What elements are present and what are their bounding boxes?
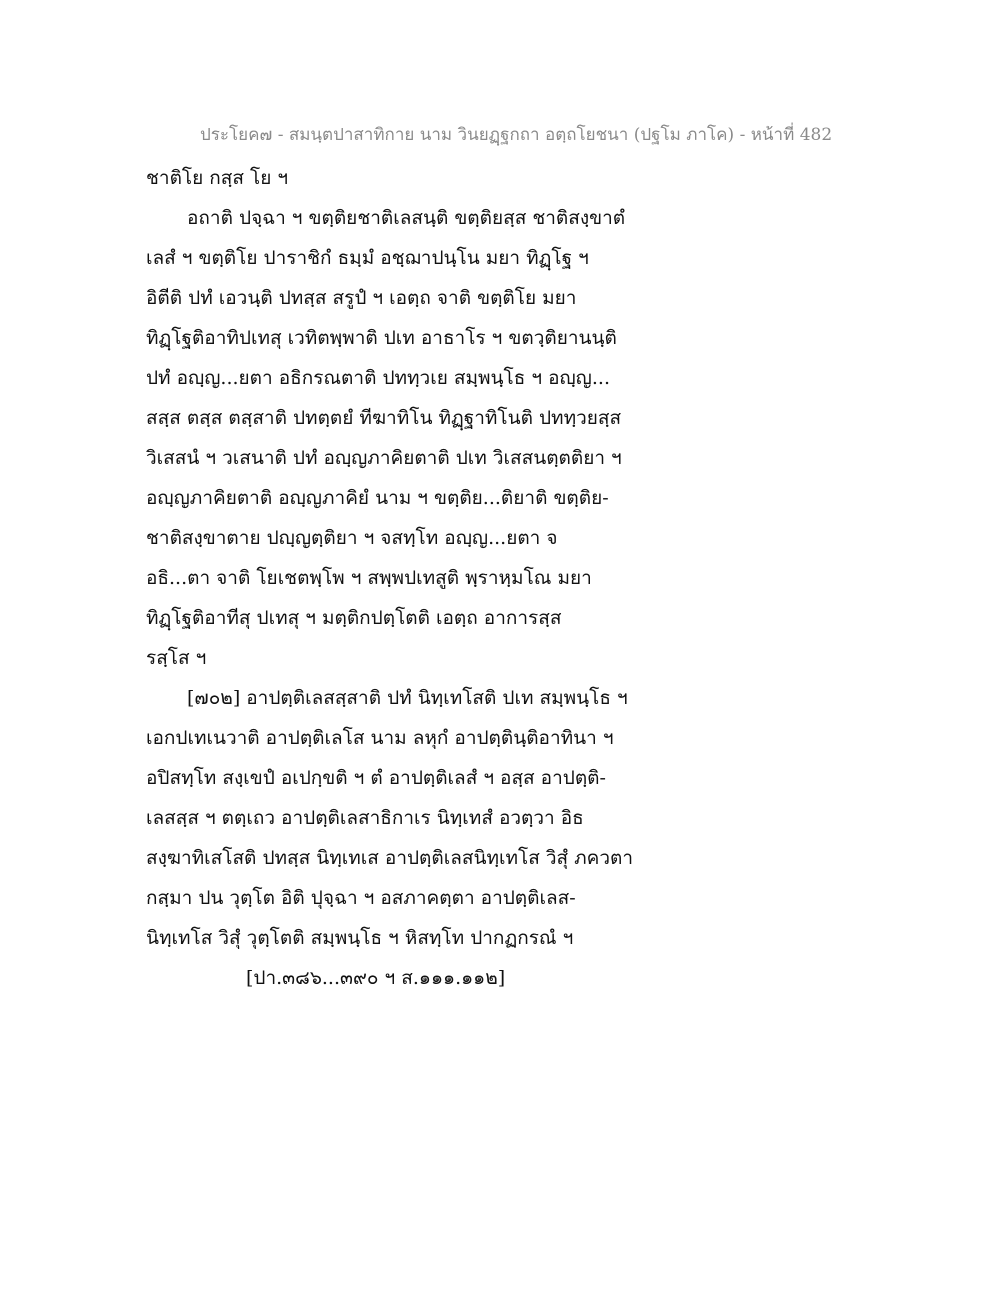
text-line: นิทฺเทโส วิสุํ วุตฺโตติ สมฺพนฺโธ ฯ หิสทฺโท ปากฏกรณํ ฯ — [146, 927, 574, 949]
text-line: ทิฏฺโฐติอาทิปเทสุ เวทิตพฺพาติ ปเท อาธาโร ฯ ขตวฺติยานนฺติ — [146, 327, 617, 349]
text-line: ปทํ อญฺญ...ยตา อธิกรณตาติ ปททฺวเย สมฺพนฺโธ ฯ อญฺญ... — [146, 367, 610, 389]
reference-line: [ปา.๓๘๖...๓๙๐ ฯ ส.๑๑๑.๑๑๒] — [246, 967, 506, 989]
text-line: สสฺส ตสฺส ตสฺสาติ ปทตฺตยํ ทีฆาทิโน ทิฏฺฐาทิโนติ ปททฺวยสฺส — [146, 407, 622, 429]
text-line: รสฺโส ฯ — [146, 647, 207, 669]
text-line: เลสสฺส ฯ ตตฺเถว อาปตฺติเลสาธิกาเร นิทฺเทสํ อวตฺวา อิธ — [146, 807, 584, 829]
text-line: อิตีติ ปทํ เอวนฺติ ปทสฺส สรูปํ ฯ เอตฺถ จาติ ขตฺติโย มยา — [146, 287, 577, 309]
text-line: ทิฏฺโฐติอาทีสุ ปเทสุ ฯ มตฺติกปตฺโตติ เอตฺถ อาการสฺส — [146, 607, 562, 629]
text-line: ชาติโย กสฺส โย ฯ — [146, 167, 289, 189]
text-line: เอกปเทเนวาติ อาปตฺติเลโส นาม ลหุกํ อาปตฺตินฺติอาทินา ฯ — [146, 727, 614, 749]
text-line: เลสํ ฯ ขตฺติโย ปาราชิกํ ธมฺมํ อชฺฌาปนฺโน มยา ทิฏฺโฐ ฯ — [146, 247, 589, 269]
text-line: อถาติ ปจฺฉา ฯ ขตฺติยชาติเลสนฺติ ขตฺติยสฺส ชาติสงฺขาตํ — [187, 207, 626, 229]
body-text — [146, 158, 946, 998]
text-line: สงฺฆาทิเสโสติ ปทสฺส นิทฺเทเส อาปตฺติเลสนิทฺเทโส วิสุํ ภควตา — [146, 847, 634, 869]
text-line: อธิ...ตา จาติ โยเชตพฺโพ ฯ สพฺพปเทสูติ พฺราหฺมโณ มยา — [146, 567, 592, 589]
text-line: อญฺญภาคิยตาติ อญฺญภาคิยํ นาม ฯ ขตฺติย...ติยาติ ขตฺติย- — [146, 487, 609, 509]
running-header: ประโยค๗ - สมนฺตปาสาทิกาย นาม วินยฏฺฐกถา อตฺถโยชนา (ปฐโม ภาโค) - หน้าที่ 482 — [200, 125, 833, 145]
text-line: [๗๐๒] อาปตฺติเลสสฺสาติ ปทํ นิทฺเทโสติ ปเท สมฺพนฺโธ ฯ — [187, 687, 628, 709]
text-line: กสฺมา ปน วุตฺโต อิติ ปุจฺฉา ฯ อสภาคตฺตา อาปตฺติเลส- — [146, 887, 576, 909]
text-line: อปิสทฺโท สงฺเขปํ อเปกฺขติ ฯ ตํ อาปตฺติเลสํ ฯ อสฺส อาปตฺติ- — [146, 767, 606, 789]
text-line: ชาติสงฺขาตาย ปญฺญตฺติยา ฯ จสทฺโท อญฺญ...ยตา จ — [146, 527, 558, 549]
text-line: วิเสสนํ ฯ วเสนาติ ปทํ อญฺญภาคิยตาติ ปเท วิเสสนตฺตติยา ฯ — [146, 447, 622, 469]
